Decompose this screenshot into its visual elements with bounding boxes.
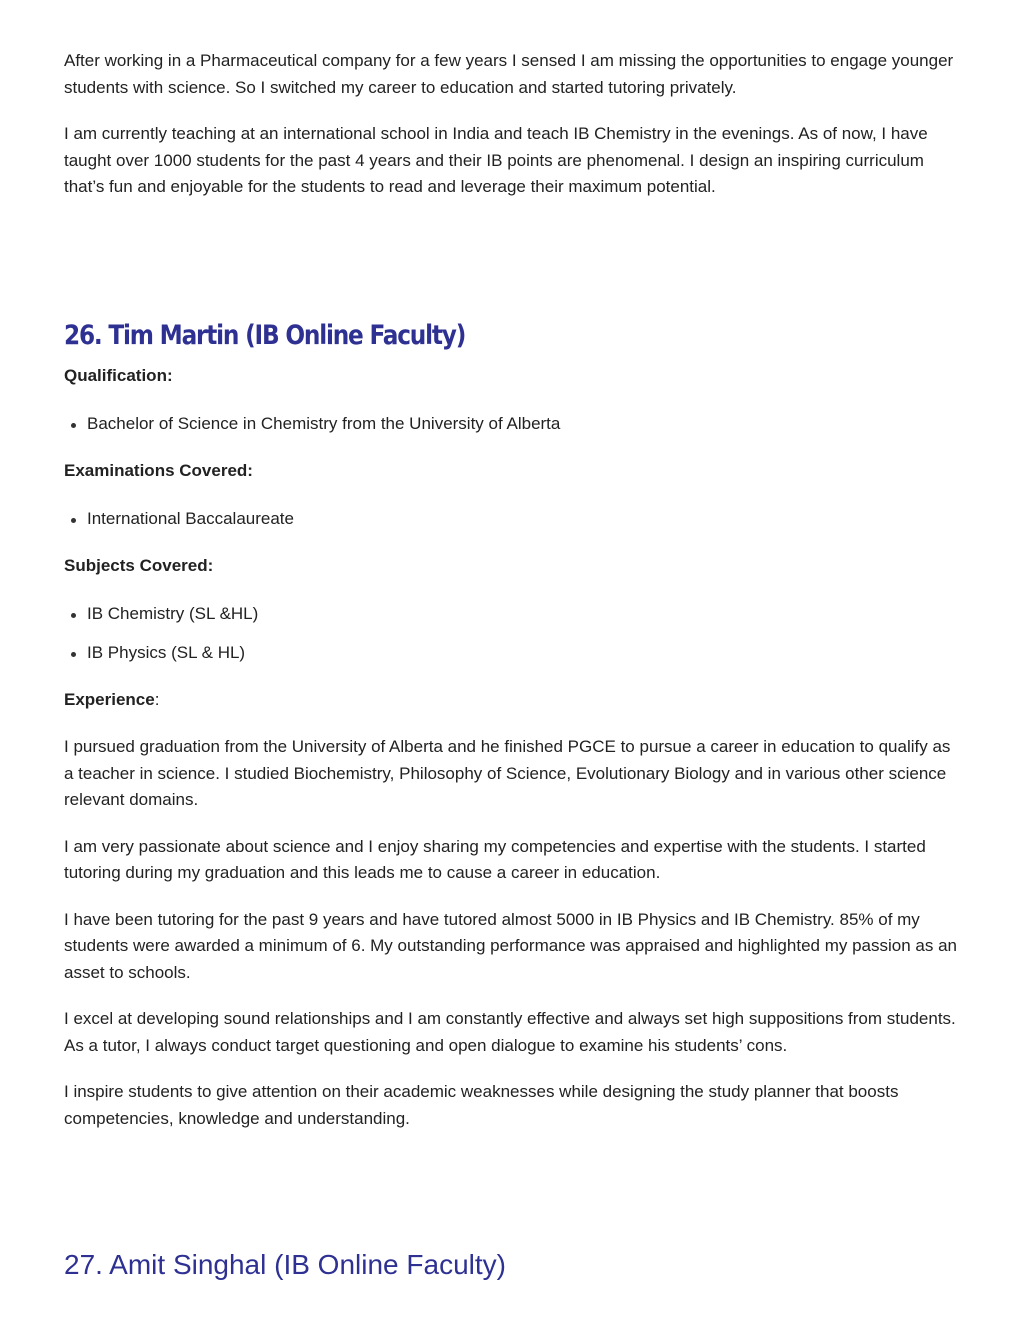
tutor-27-heading: 27. Amit Singhal (IB Online Faculty) (64, 1249, 506, 1280)
tutor-27-section (64, 1247, 964, 1283)
experience-paragraph-1: I pursued graduation from the University of Alberta and he finished PGCE to pursue a career in education to qualify as a teacher in science. I studied Biochemistry, Philosophy of Science, Evolutionary Biology and in various other science relevant domains. (64, 737, 951, 809)
list-item: IB Physics (SL & HL) (64, 640, 964, 666)
tutor-26-heading: 26. Tim Martin (IB Online Faculty) (64, 320, 466, 351)
qualification-list (64, 411, 964, 437)
experience-paragraph-4: I excel at developing sound relationships and I am constantly effective and always set high suppositions from students. As a tutor, I always conduct target questioning and open dialogue to examine his students’ cons. (64, 1009, 956, 1055)
list-item: IB Chemistry (SL &HL) (64, 601, 964, 627)
list-item: Bachelor of Science in Chemistry from the University of Alberta (64, 411, 964, 437)
exams-list (64, 506, 964, 532)
subjects-list (64, 601, 964, 666)
experience-heading (64, 687, 964, 713)
article-content (64, 48, 964, 1280)
experience-paragraph-2: I am very passionate about science and I enjoy sharing my competencies and expertise with the students. I started tutoring during my graduation and this leads me to cause a career in education. (64, 836, 926, 882)
experience-paragraph-5: I inspire students to give attention on their academic weaknesses while designing the study planner that boosts competencies, knowledge and understanding. (64, 1082, 899, 1128)
experience-label: Experience (64, 690, 155, 709)
tutor-26-section (64, 318, 964, 1132)
intro-paragraph-2: I am currently teaching at an international school in India and teach IB Chemistry in the evenings. As of now, I have taught over 1000 students for the past 4 years and their IB points are phenomenal. I design an inspiring curriculum that’s fun and enjoyable for the students to read and leverage their maximum potential. (64, 124, 928, 196)
subjects-label: Subjects Covered: (64, 556, 214, 575)
intro-section (64, 48, 964, 201)
intro-paragraph-1: After working in a Pharmaceutical company for a few years I sensed I am missing the opportunities to engage younger students with science. So I switched my career to education and started tutoring privately. (64, 51, 954, 97)
list-item: International Baccalaureate (64, 506, 964, 532)
exams-label: Examinations Covered: (64, 461, 253, 480)
experience-paragraph-3: I have been tutoring for the past 9 years and have tutored almost 5000 in IB Physics and IB Chemistry. 85% of my students were awarded a minimum of 6. My outstanding performance was appraised and highlighted my passion as an asset to schools. (64, 909, 957, 982)
qualification-label: Qualification: (64, 366, 173, 385)
experience-colon: : (154, 690, 160, 709)
